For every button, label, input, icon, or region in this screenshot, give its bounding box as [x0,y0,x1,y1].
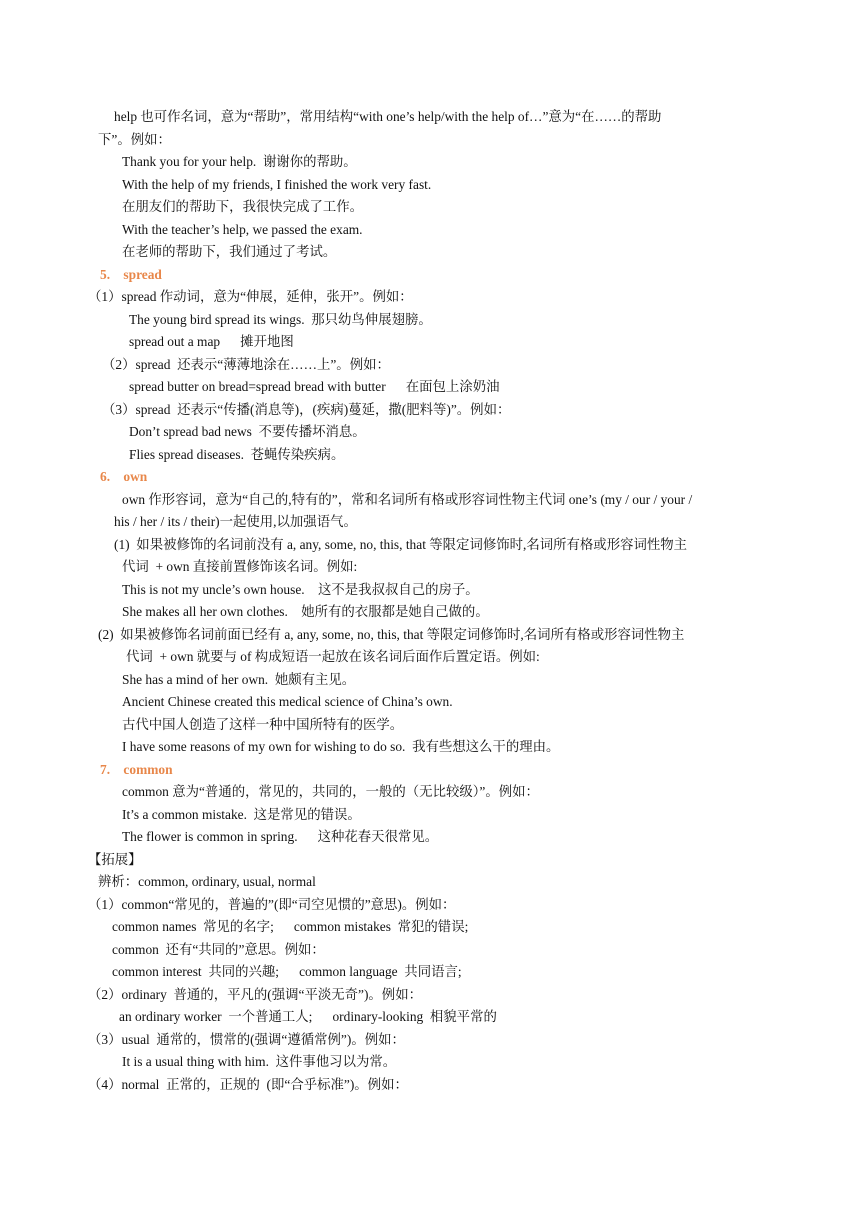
text-line: (1) 如果被修饰的名词前没有 a, any, some, no, this, that 等限定词修饰时,名词所有格或形容词性物主 [114,537,688,552]
section-heading-own: 6. own [100,469,148,484]
example-line: common names 常见的名字; common mistakes 常犯的错误; [112,919,469,934]
text-line: help 也可作名词，意为“帮助”，常用结构“with one’s help/with the help of…”意为“在……的帮助 [114,109,662,124]
text-line: his / her / its / their)一起使用,以加强语气。 [114,514,357,529]
text-line: (2) 如果被修饰名词前面已经有 a, any, some, no, this, that 等限定词修饰时,名词所有格或形容词性物主 [98,627,685,642]
text-line: common 还有“共同的”意思。例如： [112,942,325,957]
text-line: 代词 + own 直接前置修饰该名词。例如: [122,559,358,574]
text-line: （1）common“常见的，普遍的”(即“司空见惯的”意思)。例如： [88,897,456,912]
example-line: 古代中国人创造了这样一种中国所特有的医学。 [122,717,404,732]
text-line: （4）normal 正常的，正规的 (即“合乎标准”)。例如： [88,1077,408,1092]
text-line: 辨析：common, ordinary, usual, normal [98,874,316,889]
example-line: Flies spread diseases. 苍蝇传染疾病。 [129,447,345,462]
text-line: （1）spread 作动词，意为“伸展，延伸，张开”。例如： [88,289,413,304]
text-line: （2）spread 还表示“薄薄地涂在……上”。例如： [102,357,390,372]
example-line: common interest 共同的兴趣; common language 共同语言; [112,964,462,979]
example-line: 在老师的帮助下，我们通过了考试。 [122,244,337,259]
section-heading-spread: 5. spread [100,267,162,282]
example-line: The young bird spread its wings. 那只幼鸟伸展翅膀。 [129,312,432,327]
example-line: Ancient Chinese created this medical science of China’s own. [122,694,453,709]
text-line: common 意为“普通的，常见的，共同的，一般的（无比较级）”。例如： [122,784,539,799]
text-line: 代词 + own 就要与 of 构成短语一起放在该名词后面作后置定语。例如: [126,649,540,664]
text-line: （2）ordinary 普通的，平凡的(强调“平淡无奇”)。例如： [88,987,422,1002]
example-line: She has a mind of her own. 她颇有主见。 [122,672,356,687]
example-line: It is a usual thing with him. 这件事他习以为常。 [122,1054,397,1069]
text-line: （3）usual 通常的，惯常的(强调“遵循常例”)。例如： [88,1032,405,1047]
text-line: own 作形容词，意为“自己的,特有的”，常和名词所有格或形容词性物主代词 one’s (my / our / your / [122,492,693,507]
expansion-heading: 【拓展】 [88,852,142,867]
example-line: The flower is common in spring. 这种花春天很常见。 [122,829,439,844]
example-line: I have some reasons of my own for wishing to do so. 我有些想这么干的理由。 [122,739,560,754]
example-line: spread butter on bread=spread bread with butter 在面包上涂奶油 [129,379,500,394]
example-line: With the teacher’s help, we passed the exam. [122,222,363,237]
example-line: It’s a common mistake. 这是常见的错误。 [122,807,361,822]
example-line: This is not my uncle’s own house. 这不是我叔叔自己的房子。 [122,582,479,597]
example-line: 在朋友们的帮助下，我很快完成了工作。 [122,199,364,214]
text-line: 下”。例如： [98,132,171,147]
example-line: With the help of my friends, I finished the work very fast. [122,177,432,192]
example-line: Don’t spread bad news 不要传播坏消息。 [129,424,366,439]
example-line: spread out a map 摊开地图 [129,334,294,349]
section-heading-common: 7. common [100,762,173,777]
example-line: an ordinary worker 一个普通工人; ordinary-looking 相貌平常的 [119,1009,497,1024]
text-line: （3）spread 还表示“传播(消息等)，(疾病)蔓延，撒(肥料等)”。例如： [102,402,511,417]
example-line: She makes all her own clothes. 她所有的衣服都是她自己做的。 [122,604,489,619]
example-line: Thank you for your help. 谢谢你的帮助。 [122,154,357,169]
